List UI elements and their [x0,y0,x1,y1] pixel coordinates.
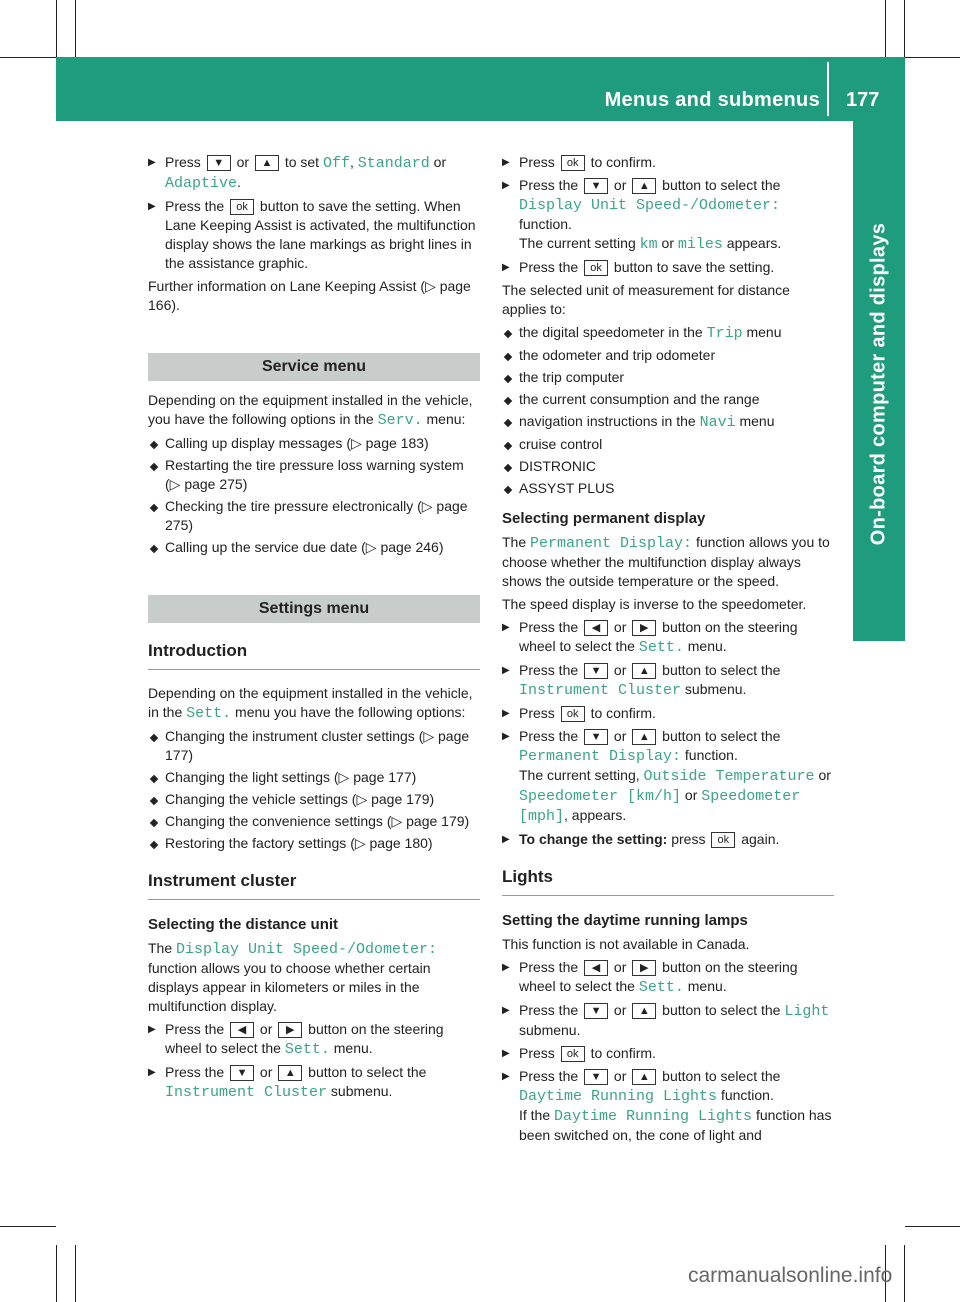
list-item: the odometer and trip odometer [502,346,834,365]
instruction-step: ▶ Press the ▼ or ▲ button to select the Instrument Cluster submenu. [148,1063,480,1102]
down-key-icon: ▼ [584,663,608,679]
crop-mark [75,1245,76,1302]
instruction-step: ▶ Press the ▼ or ▲ button to select the Daytime Running Lights function. If the Daytime Running Lights function has been switched on, the cone of light and [502,1067,834,1145]
header-separator [827,62,829,116]
header-title: Menus and submenus [604,89,820,111]
paragraph: Depending on the equipment installed in the vehicle, you have the following options in the Serv. menu: [148,392,473,429]
up-key-icon: ▲ [632,663,656,679]
list-item: ASSYST PLUS [502,479,834,498]
up-key-icon: ▲ [632,178,656,194]
ok-key-icon: ok [230,199,254,215]
crop-mark [0,57,56,58]
instruction-step: ▶ Press the ▼ or ▲ button to select the Permanent Display: function. The current setting, Outside Temperature or Speedometer [km/h] or Speedometer [mph], appears. [502,727,834,826]
instruction-step: ▶ Press the ◀ or ▶ button on the steering wheel to select the Sett. menu. [502,958,834,997]
instruction-step: ▶ Press the ok button to save the setting. When Lane Keeping Assist is activated, the multifunction display shows the lane markings as bright lines in the assistance graphic. [148,197,480,273]
list-item: Changing the light settings (▷ page 177) [148,768,480,787]
ok-key-icon: ok [561,155,585,171]
heading-lights: Lights [502,865,834,896]
list-item: Checking the tire pressure electronically (▷ page 275) [148,497,480,535]
up-key-icon: ▲ [632,1003,656,1019]
up-key-icon: ▲ [255,155,279,171]
down-key-icon: ▼ [207,155,231,171]
heading-introduction: Introduction [148,639,480,670]
list-item: Changing the instrument cluster settings (▷ page 177) [148,727,480,765]
watermark-text: carmanualsonline.info [688,1264,893,1287]
crop-mark [56,0,57,57]
instruction-step: ▶ Press ▼ or ▲ to set Off, Standard or Adaptive. [148,153,480,193]
crop-mark [75,0,76,57]
right-key-icon: ▶ [278,1022,302,1038]
list-item: Calling up display messages (▷ page 183) [148,434,480,453]
up-key-icon: ▲ [632,729,656,745]
list-item: navigation instructions in the Navi menu [502,412,834,432]
paragraph: Further information on Lane Keeping Assist (▷ page 166). [148,278,471,313]
crop-mark [56,1245,57,1302]
right-column [502,153,834,1149]
instruction-step: ▶ Press ok to confirm. [502,1044,834,1063]
instruction-step: ▶ Press the ok button to save the setting. [502,258,834,277]
paragraph: The Display Unit Speed-/Odometer: function allows you to choose whether certain displays appear in kilometers or miles in the multifunction display. [148,940,438,1014]
paragraph: Depending on the equipment installed in the vehicle, in the Sett. menu you have the following options: [148,685,473,722]
crop-mark [0,1226,56,1227]
down-key-icon: ▼ [584,178,608,194]
instruction-step: ▶ Press ok to confirm. [502,704,834,723]
up-key-icon: ▲ [632,1069,656,1085]
heading-daytime-running-lamps: Setting the daytime running lamps [502,912,748,929]
instruction-step: ▶ Press the ▼ or ▲ button to select the Light submenu. [502,1001,834,1040]
section-heading-settings: Settings menu [148,595,480,623]
list-item: the trip computer [502,368,834,387]
instruction-step: ▶ Press the ▼ or ▲ button to select the Instrument Cluster submenu. [502,661,834,700]
heading-distance-unit: Selecting the distance unit [148,916,339,933]
list-item: Restarting the tire pressure loss warning system (▷ page 275) [148,456,480,494]
list-item: Restoring the factory settings (▷ page 180) [148,834,480,853]
left-key-icon: ◀ [230,1022,254,1038]
list-item: Changing the convenience settings (▷ page 179) [148,812,480,831]
instruction-step: ▶ To change the setting: press ok again. [502,830,834,849]
chapter-tab-label-wrap [853,121,905,596]
left-key-icon: ◀ [584,960,608,976]
paragraph: The Permanent Display: function allows you to choose whether the multifunction display always shows the outside temperature or the speed. [502,534,830,589]
down-key-icon: ▼ [584,729,608,745]
list-item: Calling up the service due date (▷ page 246) [148,538,480,557]
page-number: 177 [846,89,880,111]
page-header [56,57,905,121]
instruction-step: ▶ Press the ◀ or ▶ button on the steering wheel to select the Sett. menu. [148,1020,480,1059]
down-key-icon: ▼ [584,1003,608,1019]
chapter-tab-marker [853,596,905,641]
heading-instrument-cluster: Instrument cluster [148,869,480,900]
left-column [148,153,480,1106]
down-key-icon: ▼ [230,1065,254,1081]
instruction-step: ▶ Press ok to confirm. [502,153,834,172]
list-item: the digital speedometer in the Trip menu [502,323,834,343]
paragraph: The selected unit of measurement for distance applies to: [502,282,790,317]
list-item: Changing the vehicle settings (▷ page 179) [148,790,480,809]
crop-mark [904,0,905,57]
heading-permanent-display: Selecting permanent display [502,510,706,527]
up-key-icon: ▲ [278,1065,302,1081]
chapter-tab-label: On-board computer and displays [867,222,890,546]
ok-key-icon: ok [561,706,585,722]
section-heading-service: Service menu [148,353,480,381]
crop-mark [904,1245,905,1302]
ok-key-icon: ok [561,1046,585,1062]
crop-mark [905,57,960,58]
list-item: the current consumption and the range [502,390,834,409]
down-key-icon: ▼ [584,1069,608,1085]
list-item: DISTRONIC [502,457,834,476]
right-key-icon: ▶ [632,960,656,976]
instruction-step: ▶ Press the ◀ or ▶ button on the steering wheel to select the Sett. menu. [502,618,834,657]
crop-mark [885,0,886,57]
paragraph: This function is not available in Canada. [502,936,750,952]
left-key-icon: ◀ [584,620,608,636]
crop-mark [905,1226,960,1227]
list-item: cruise control [502,435,834,454]
right-key-icon: ▶ [632,620,656,636]
instruction-step: ▶ Press the ▼ or ▲ button to select the Display Unit Speed-/Odometer: function. The current setting km or miles appears. [502,176,834,254]
paragraph: The speed display is inverse to the speedometer. [502,596,807,612]
ok-key-icon: ok [711,832,735,848]
ok-key-icon: ok [584,260,608,276]
